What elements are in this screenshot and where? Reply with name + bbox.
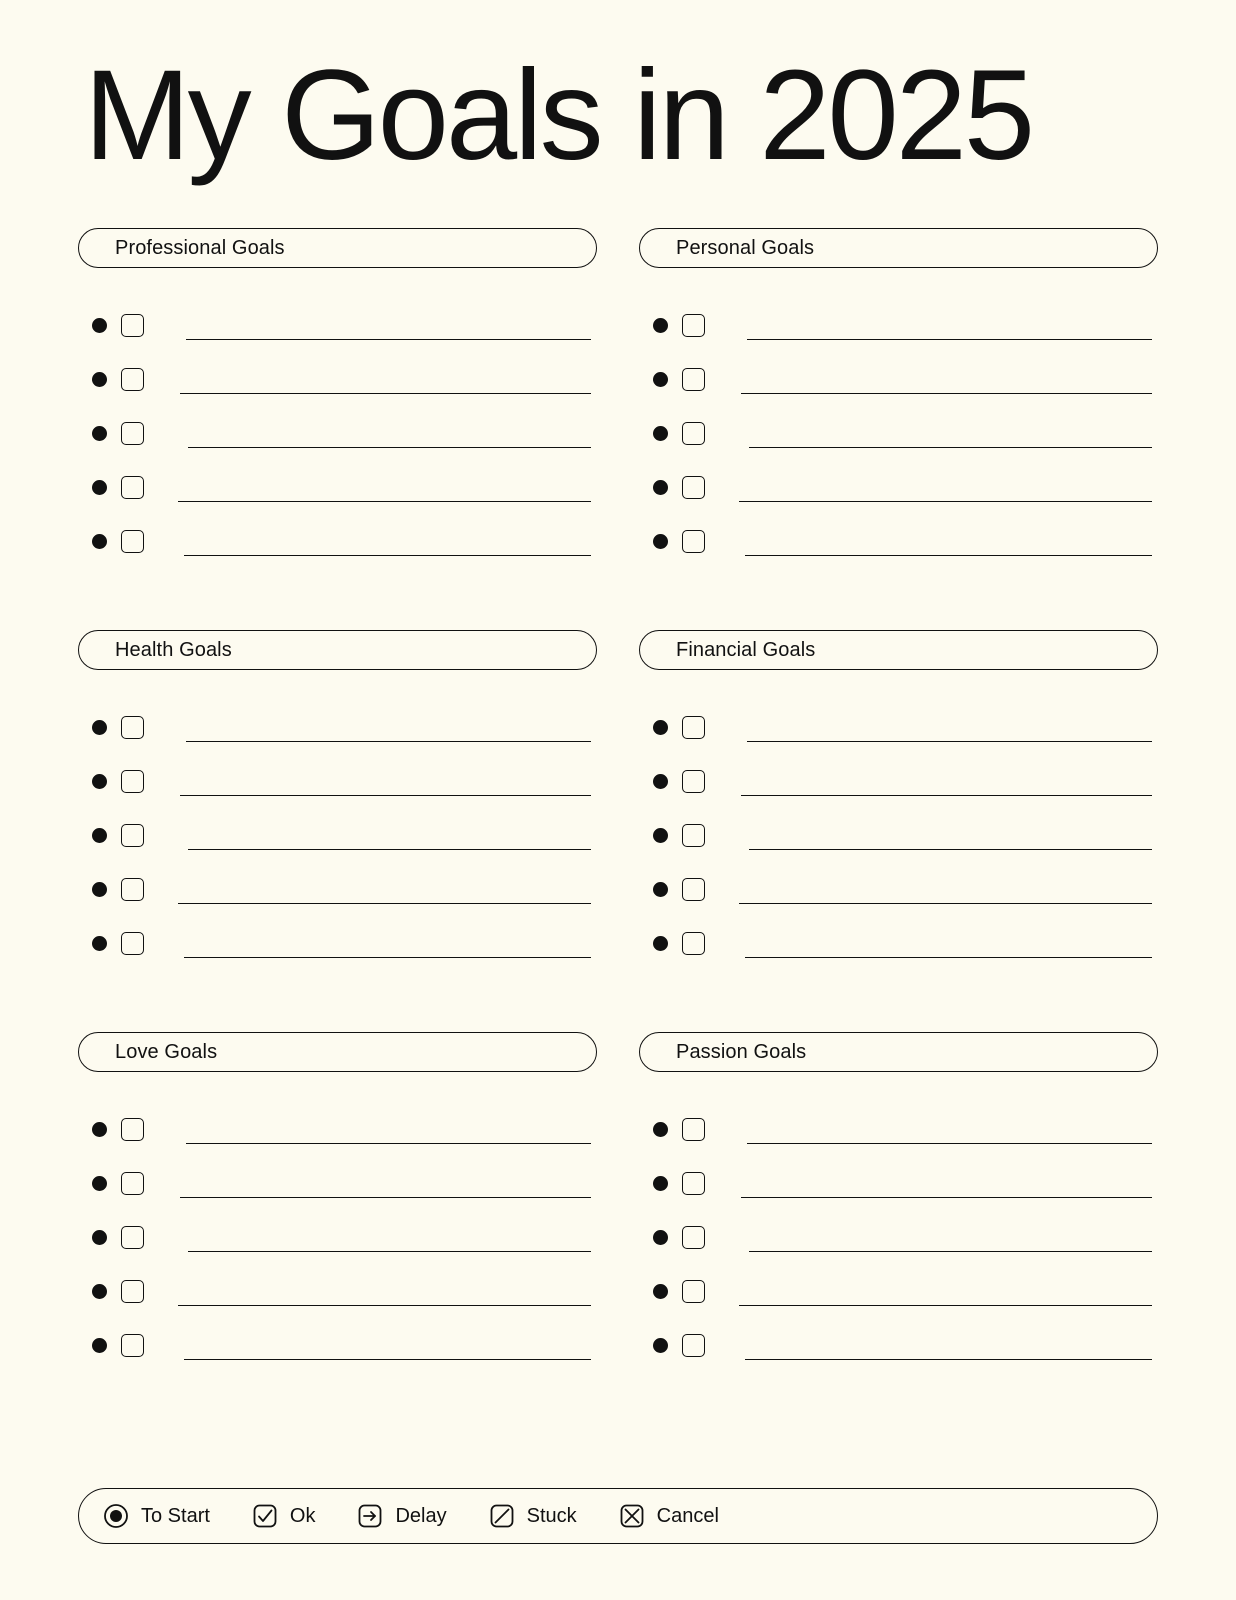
status-dot-icon[interactable] bbox=[92, 1284, 107, 1299]
status-dot-icon[interactable] bbox=[653, 1230, 668, 1245]
status-dot-icon[interactable] bbox=[653, 534, 668, 549]
goal-write-line[interactable] bbox=[180, 795, 591, 796]
goal-row[interactable] bbox=[639, 700, 1158, 754]
goal-checkbox[interactable] bbox=[121, 1172, 144, 1195]
goal-write-line[interactable] bbox=[180, 1197, 591, 1198]
legend-item-delay[interactable] bbox=[357, 1503, 446, 1529]
goal-write-line[interactable] bbox=[747, 741, 1152, 742]
section-header-professional bbox=[78, 228, 597, 268]
goal-write-line[interactable] bbox=[749, 1251, 1152, 1252]
goal-write-line[interactable] bbox=[180, 393, 591, 394]
slash-box-icon bbox=[489, 1503, 515, 1529]
goal-write-line[interactable] bbox=[739, 1305, 1152, 1306]
section-title: Personal Goals bbox=[676, 236, 815, 259]
right-column bbox=[639, 228, 1158, 1372]
section-title: Health Goals bbox=[115, 638, 232, 661]
goal-write-line[interactable] bbox=[184, 555, 591, 556]
goal-row[interactable] bbox=[78, 862, 597, 916]
goal-row[interactable] bbox=[639, 460, 1158, 514]
goal-row[interactable] bbox=[78, 514, 597, 568]
goal-checkbox[interactable] bbox=[121, 1118, 144, 1141]
goal-rows-financial bbox=[639, 700, 1158, 970]
goal-checkbox[interactable] bbox=[682, 1334, 705, 1357]
section-love-goals bbox=[78, 1032, 597, 1372]
status-dot-icon[interactable] bbox=[653, 426, 668, 441]
goal-checkbox[interactable] bbox=[121, 314, 144, 337]
goal-write-line[interactable] bbox=[741, 795, 1152, 796]
goal-write-line[interactable] bbox=[188, 447, 591, 448]
status-dot-icon[interactable] bbox=[653, 318, 668, 333]
goal-write-line[interactable] bbox=[741, 1197, 1152, 1198]
section-header-love bbox=[78, 1032, 597, 1072]
goal-checkbox[interactable] bbox=[121, 422, 144, 445]
goal-write-line[interactable] bbox=[747, 1143, 1152, 1144]
status-dot-icon[interactable] bbox=[92, 720, 107, 735]
goal-row[interactable] bbox=[78, 808, 597, 862]
goal-row[interactable] bbox=[639, 406, 1158, 460]
goal-write-line[interactable] bbox=[739, 501, 1152, 502]
sections-grid bbox=[78, 228, 1158, 1372]
goal-row[interactable] bbox=[78, 700, 597, 754]
goal-checkbox[interactable] bbox=[121, 476, 144, 499]
goal-checkbox[interactable] bbox=[682, 368, 705, 391]
status-dot-icon[interactable] bbox=[92, 1122, 107, 1137]
goal-checkbox[interactable] bbox=[682, 422, 705, 445]
status-dot-icon[interactable] bbox=[653, 1176, 668, 1191]
goal-row[interactable] bbox=[78, 916, 597, 970]
section-title: Professional Goals bbox=[115, 236, 285, 259]
legend-item-to-start[interactable] bbox=[103, 1503, 210, 1529]
legend-item-stuck[interactable] bbox=[489, 1503, 577, 1529]
goal-row[interactable] bbox=[78, 1264, 597, 1318]
goal-checkbox[interactable] bbox=[682, 878, 705, 901]
goal-write-line[interactable] bbox=[739, 903, 1152, 904]
legend-item-cancel[interactable] bbox=[619, 1503, 719, 1529]
goal-rows-passion bbox=[639, 1102, 1158, 1372]
status-dot-icon[interactable] bbox=[92, 882, 107, 897]
status-dot-icon[interactable] bbox=[653, 882, 668, 897]
status-dot-icon[interactable] bbox=[653, 828, 668, 843]
section-personal-goals bbox=[639, 228, 1158, 568]
goal-row[interactable] bbox=[78, 1102, 597, 1156]
goal-row[interactable] bbox=[78, 406, 597, 460]
goal-checkbox[interactable] bbox=[121, 824, 144, 847]
goal-checkbox[interactable] bbox=[682, 1172, 705, 1195]
status-dot-icon[interactable] bbox=[653, 1284, 668, 1299]
arrow-right-box-icon bbox=[357, 1503, 383, 1529]
goal-write-line[interactable] bbox=[178, 903, 591, 904]
status-dot-icon[interactable] bbox=[653, 774, 668, 789]
goal-rows-personal bbox=[639, 298, 1158, 568]
goal-row[interactable] bbox=[639, 1156, 1158, 1210]
goal-checkbox[interactable] bbox=[682, 530, 705, 553]
section-header-passion bbox=[639, 1032, 1158, 1072]
legend-label: Delay bbox=[395, 1504, 447, 1527]
goal-row[interactable] bbox=[78, 1156, 597, 1210]
status-dot-icon[interactable] bbox=[653, 936, 668, 951]
section-title: Love Goals bbox=[115, 1040, 218, 1063]
goal-row[interactable] bbox=[639, 514, 1158, 568]
section-financial-goals bbox=[639, 630, 1158, 970]
goal-rows-professional bbox=[78, 298, 597, 568]
goal-write-line[interactable] bbox=[745, 555, 1152, 556]
legend-label: To Start bbox=[141, 1504, 210, 1527]
status-dot-icon[interactable] bbox=[92, 318, 107, 333]
goal-row[interactable] bbox=[639, 862, 1158, 916]
goal-row[interactable] bbox=[639, 1102, 1158, 1156]
goal-checkbox[interactable] bbox=[121, 932, 144, 955]
goal-write-line[interactable] bbox=[188, 849, 591, 850]
section-header-health bbox=[78, 630, 597, 670]
status-dot-icon[interactable] bbox=[92, 534, 107, 549]
goal-write-line[interactable] bbox=[186, 339, 591, 340]
status-dot-icon[interactable] bbox=[653, 720, 668, 735]
checked-box-icon bbox=[252, 1503, 278, 1529]
goal-checkbox[interactable] bbox=[682, 1226, 705, 1249]
left-column bbox=[78, 228, 597, 1372]
status-dot-icon[interactable] bbox=[92, 480, 107, 495]
status-dot-icon[interactable] bbox=[92, 426, 107, 441]
status-dot-icon[interactable] bbox=[92, 1230, 107, 1245]
status-dot-icon[interactable] bbox=[653, 372, 668, 387]
goal-write-line[interactable] bbox=[745, 957, 1152, 958]
goal-checkbox[interactable] bbox=[682, 932, 705, 955]
section-health-goals bbox=[78, 630, 597, 970]
goal-row[interactable] bbox=[639, 352, 1158, 406]
goal-checkbox[interactable] bbox=[121, 368, 144, 391]
status-dot-icon[interactable] bbox=[92, 828, 107, 843]
goal-rows-health bbox=[78, 700, 597, 970]
goal-row[interactable] bbox=[639, 1264, 1158, 1318]
page-title: My Goals in 2025 bbox=[84, 44, 1033, 187]
goal-write-line[interactable] bbox=[178, 501, 591, 502]
legend-label: Ok bbox=[289, 1504, 316, 1527]
goal-write-line[interactable] bbox=[184, 957, 591, 958]
goal-write-line[interactable] bbox=[186, 1143, 591, 1144]
filled-dot-in-circle-icon bbox=[103, 1503, 129, 1529]
goal-row[interactable] bbox=[639, 1210, 1158, 1264]
goal-write-line[interactable] bbox=[745, 1359, 1152, 1360]
goal-checkbox[interactable] bbox=[682, 1118, 705, 1141]
section-header-personal bbox=[639, 228, 1158, 268]
goal-checkbox[interactable] bbox=[682, 770, 705, 793]
status-dot-icon[interactable] bbox=[92, 936, 107, 951]
goal-checkbox[interactable] bbox=[682, 476, 705, 499]
goal-write-line[interactable] bbox=[749, 447, 1152, 448]
goal-checkbox[interactable] bbox=[121, 530, 144, 553]
goal-write-line[interactable] bbox=[184, 1359, 591, 1360]
goal-checkbox[interactable] bbox=[121, 1334, 144, 1357]
goal-row[interactable] bbox=[78, 298, 597, 352]
goal-write-line[interactable] bbox=[749, 849, 1152, 850]
status-dot-icon[interactable] bbox=[653, 480, 668, 495]
section-title: Financial Goals bbox=[676, 638, 816, 661]
goal-checkbox[interactable] bbox=[121, 716, 144, 739]
goal-row[interactable] bbox=[639, 916, 1158, 970]
goal-checkbox[interactable] bbox=[682, 716, 705, 739]
section-professional-goals bbox=[78, 228, 597, 568]
crossed-box-icon bbox=[619, 1503, 645, 1529]
goal-checkbox[interactable] bbox=[682, 314, 705, 337]
goal-rows-love bbox=[78, 1102, 597, 1372]
goal-row[interactable] bbox=[639, 754, 1158, 808]
status-dot-icon[interactable] bbox=[92, 1338, 107, 1353]
legend-label: Stuck bbox=[526, 1504, 577, 1527]
goal-row[interactable] bbox=[639, 1318, 1158, 1372]
goal-write-line[interactable] bbox=[186, 741, 591, 742]
goal-row[interactable] bbox=[639, 298, 1158, 352]
goal-checkbox[interactable] bbox=[121, 878, 144, 901]
goal-checkbox[interactable] bbox=[121, 1280, 144, 1303]
section-passion-goals bbox=[639, 1032, 1158, 1372]
goal-row[interactable] bbox=[639, 808, 1158, 862]
goal-row[interactable] bbox=[78, 754, 597, 808]
status-dot-icon[interactable] bbox=[92, 1176, 107, 1191]
status-dot-icon[interactable] bbox=[92, 774, 107, 789]
goal-checkbox[interactable] bbox=[121, 770, 144, 793]
status-dot-icon[interactable] bbox=[92, 372, 107, 387]
legend-bar bbox=[78, 1488, 1158, 1544]
goal-row[interactable] bbox=[78, 1210, 597, 1264]
goal-write-line[interactable] bbox=[188, 1251, 591, 1252]
goal-row[interactable] bbox=[78, 352, 597, 406]
goal-checkbox[interactable] bbox=[121, 1226, 144, 1249]
goal-checkbox[interactable] bbox=[682, 824, 705, 847]
goal-write-line[interactable] bbox=[747, 339, 1152, 340]
legend-label: Cancel bbox=[656, 1504, 719, 1527]
goal-write-line[interactable] bbox=[741, 393, 1152, 394]
goal-checkbox[interactable] bbox=[682, 1280, 705, 1303]
goal-row[interactable] bbox=[78, 460, 597, 514]
legend-item-ok[interactable] bbox=[252, 1503, 316, 1529]
goal-write-line[interactable] bbox=[178, 1305, 591, 1306]
status-dot-icon[interactable] bbox=[653, 1338, 668, 1353]
section-header-financial bbox=[639, 630, 1158, 670]
goal-row[interactable] bbox=[78, 1318, 597, 1372]
status-dot-icon[interactable] bbox=[653, 1122, 668, 1137]
section-title: Passion Goals bbox=[676, 1040, 807, 1063]
